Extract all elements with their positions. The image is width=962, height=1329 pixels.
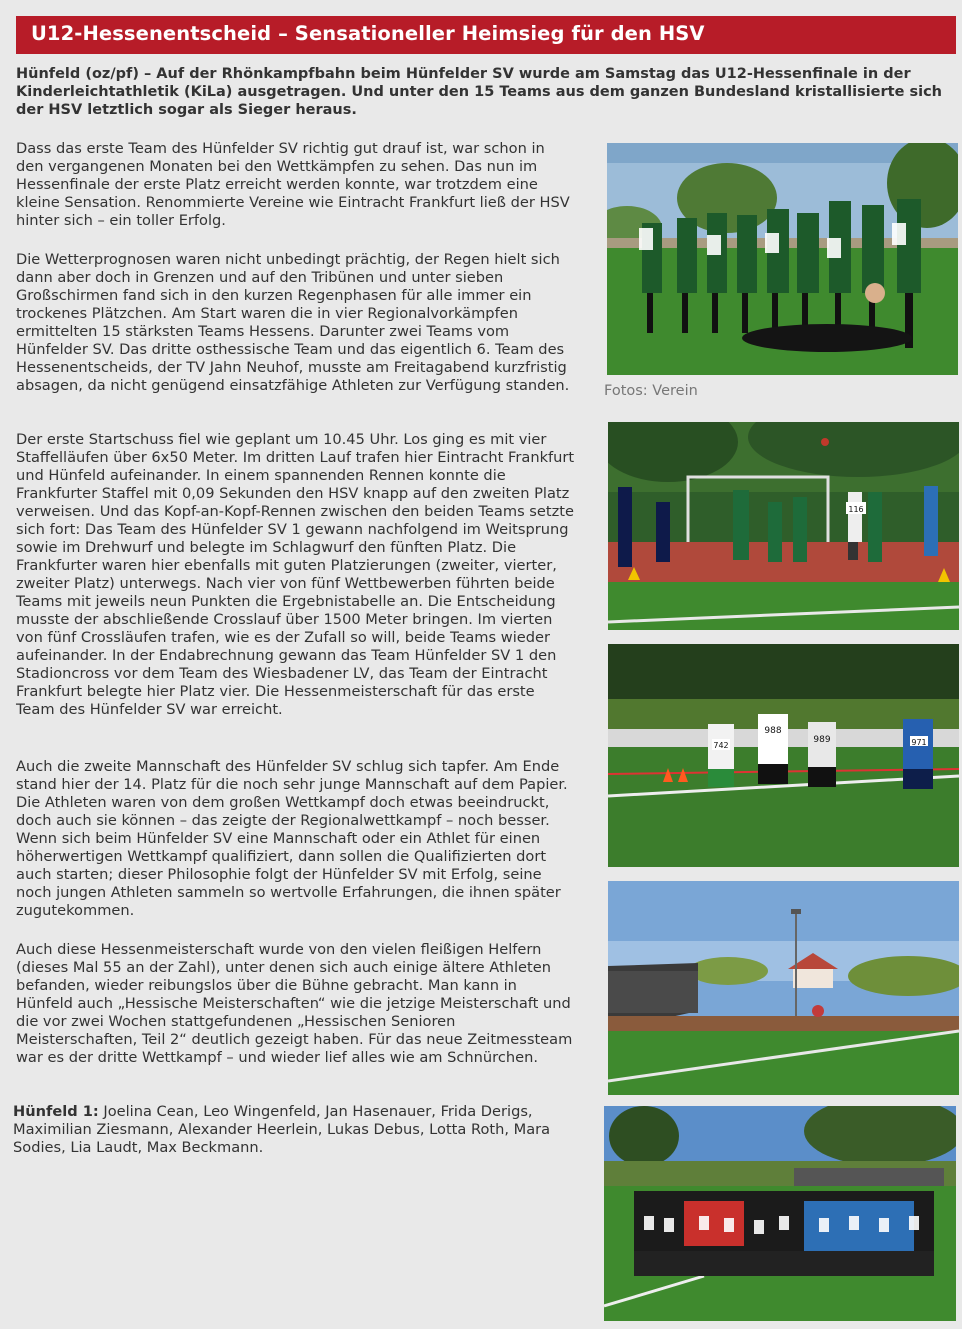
photo-stadium[interactable] (608, 881, 959, 1095)
article-title-bar (16, 16, 956, 54)
team-label: Hünfeld 1: (13, 1103, 99, 1120)
article-paragraph-5: Auch diese Hessenmeisterschaft wurde von den vielen fleißigen Helfern (dieses Mal 55 an der Zahl), unter denen sich auch einige ältere Athleten befanden, wieder reibungslos über die Bühne gebracht. Man kann in Hünfeld auch „Hessische Meisterschaften“ wie die jetzige Meisterschaft und die vor zwei Wochen stattgefundenen „Hessischen Senioren Meisterschaften, Teil 2“ deutlich gezeigt haben. Für das neue Zeitmessteam war es der dritte Wettkampf – und wieder lief alles wie am Schnürchen. (16, 941, 573, 1066)
photo-group-all-teams[interactable] (604, 1106, 956, 1321)
article-lead: Hünfeld (oz/pf) – Auf der Rhönkampfbahn beim Hünfelder SV wurde am Samstag das U12-Hessenfinale in der Kinderleichtathletik (KiLa) ausgetragen. Und unter den 15 Teams aus dem ganzen Bundesland kristallisierte sich der HSV letztlich sogar als Sieger heraus. (16, 66, 942, 118)
article-paragraph-2: Die Wetterprognosen waren nicht unbedingt prächtig, der Regen hielt sich dann aber doch in Grenzen und auf den Tribünen und unter sieben Großschirmen fand sich in den kurzen Regenphasen für alle immer ein trockenes Plätzchen. Am Start waren die in vier Regionalvorkämpfen ermittelten 15 stärksten Teams Hessens. Darunter zwei Teams vom Hünfelder SV. Das dritte osthessische Team und das eigentlich 6. Team des Hessenentscheids, der TV Jahn Neuhof, musste am Freitagabend kurzfristig absagen, da nicht genügend einsatzfähige Athleten zur Verfügung standen. (16, 251, 570, 394)
photo-caption: Fotos: Verein (604, 383, 698, 399)
bib-971: 971 (911, 738, 927, 747)
bib-988: 988 (764, 726, 782, 736)
bib-989: 989 (813, 735, 831, 745)
photo-cross-run[interactable] (608, 644, 959, 867)
svg-text:116: 116 (848, 505, 864, 514)
article-title: U12-Hessenentscheid – Sensationeller Heimsieg für den HSV (31, 22, 705, 45)
photo-throwing-event[interactable] (608, 422, 959, 630)
bib-116 (846, 502, 866, 514)
article-paragraph-4: Auch die zweite Mannschaft des Hünfelder SV schlug sich tapfer. Am Ende stand hier der 14. Platz für die noch sehr junge Mannschaft auf dem Papier. Die Athleten waren von dem großen Wettkampf doch etwas beeindruckt, doch auch sie können – das zeigte der Regionalwettkampf – noch besser. Wenn sich beim Hünfelder SV eine Mannschaft oder ein Athlet für einen höherwertigen Wettkampf qualifiziert, dann sollen die Qualifizierten dort auch starten; dieser Philosophie folgt der Hünfelder SV mit Erfolg, seine noch jungen Athleten sammeln so wertvolle Erfahrungen, die ihnen später zugutekommen. (16, 758, 568, 919)
photo-team-winners[interactable] (607, 143, 958, 375)
team-list (13, 1103, 578, 1157)
bib-742: 742 (713, 741, 729, 750)
article-paragraph-1: Dass das erste Team des Hünfelder SV richtig gut drauf ist, war schon in den vergangenen Monaten bei den Wettkämpfen zu sehen. Das nun im Hessenfinale der erste Platz erreicht werden konnte, war trotzdem eine kleine Sensation. Renommierte Vereine wie Eintracht Frankfurt ließ der HSV hinter sich – ein toller Erfolg. (16, 140, 570, 229)
team-members: Joelina Cean, Leo Wingenfeld, Jan Hasenauer, Frida Derigs, Maximilian Ziesmann, Alexander Heerlein, Lukas Debus, Lotta Roth, Mara Sodies, Lia Laudt, Max Beckmann. (13, 1103, 551, 1156)
article-paragraph-3: Der erste Startschuss fiel wie geplant um 10.45 Uhr. Los ging es mit vier Staffelläufen über 6x50 Meter. Im dritten Lauf trafen hier Eintracht Frankfurt und Hünfeld aufeinander. In einem spannenden Rennen konnte die Frankfurter Staffel mit 0,09 Sekunden den HSV knapp auf den zweiten Platz verweisen. Und das Kopf-an-Kopf-Rennen zwischen den beiden Teams setzte sich fort: Das Team des Hünfelder SV 1 gewann nachfolgend im Weitsprung sowie im Drehwurf und belegte im Schlagwurf den fünften Platz. Die Frankfurter waren hier ebenfalls mit guten Platzierungen (zweiter, vierter, zweiter Platz) unterwegs. Nach vier von fünf Wettbewerben führten beide Teams mit jeweils neun Punkten die Ergebnistabelle an. Die Entscheidung musste der abschließende Crosslauf über 1500 Meter bringen. Im vierten von fünf Crossläufen trafen, wie es der Zufall so will, beide Teams wieder aufeinander. In der Endabrechnung gewann das Team Hünfelder SV 1 den Stadioncross vor dem Team des Wiesbadener LV, das Team der Eintracht Frankfurt belegte hier Platz vier. Die Hessenmeisterschaft für das erste Team des Hünfelder SV war erreicht. (16, 431, 575, 718)
